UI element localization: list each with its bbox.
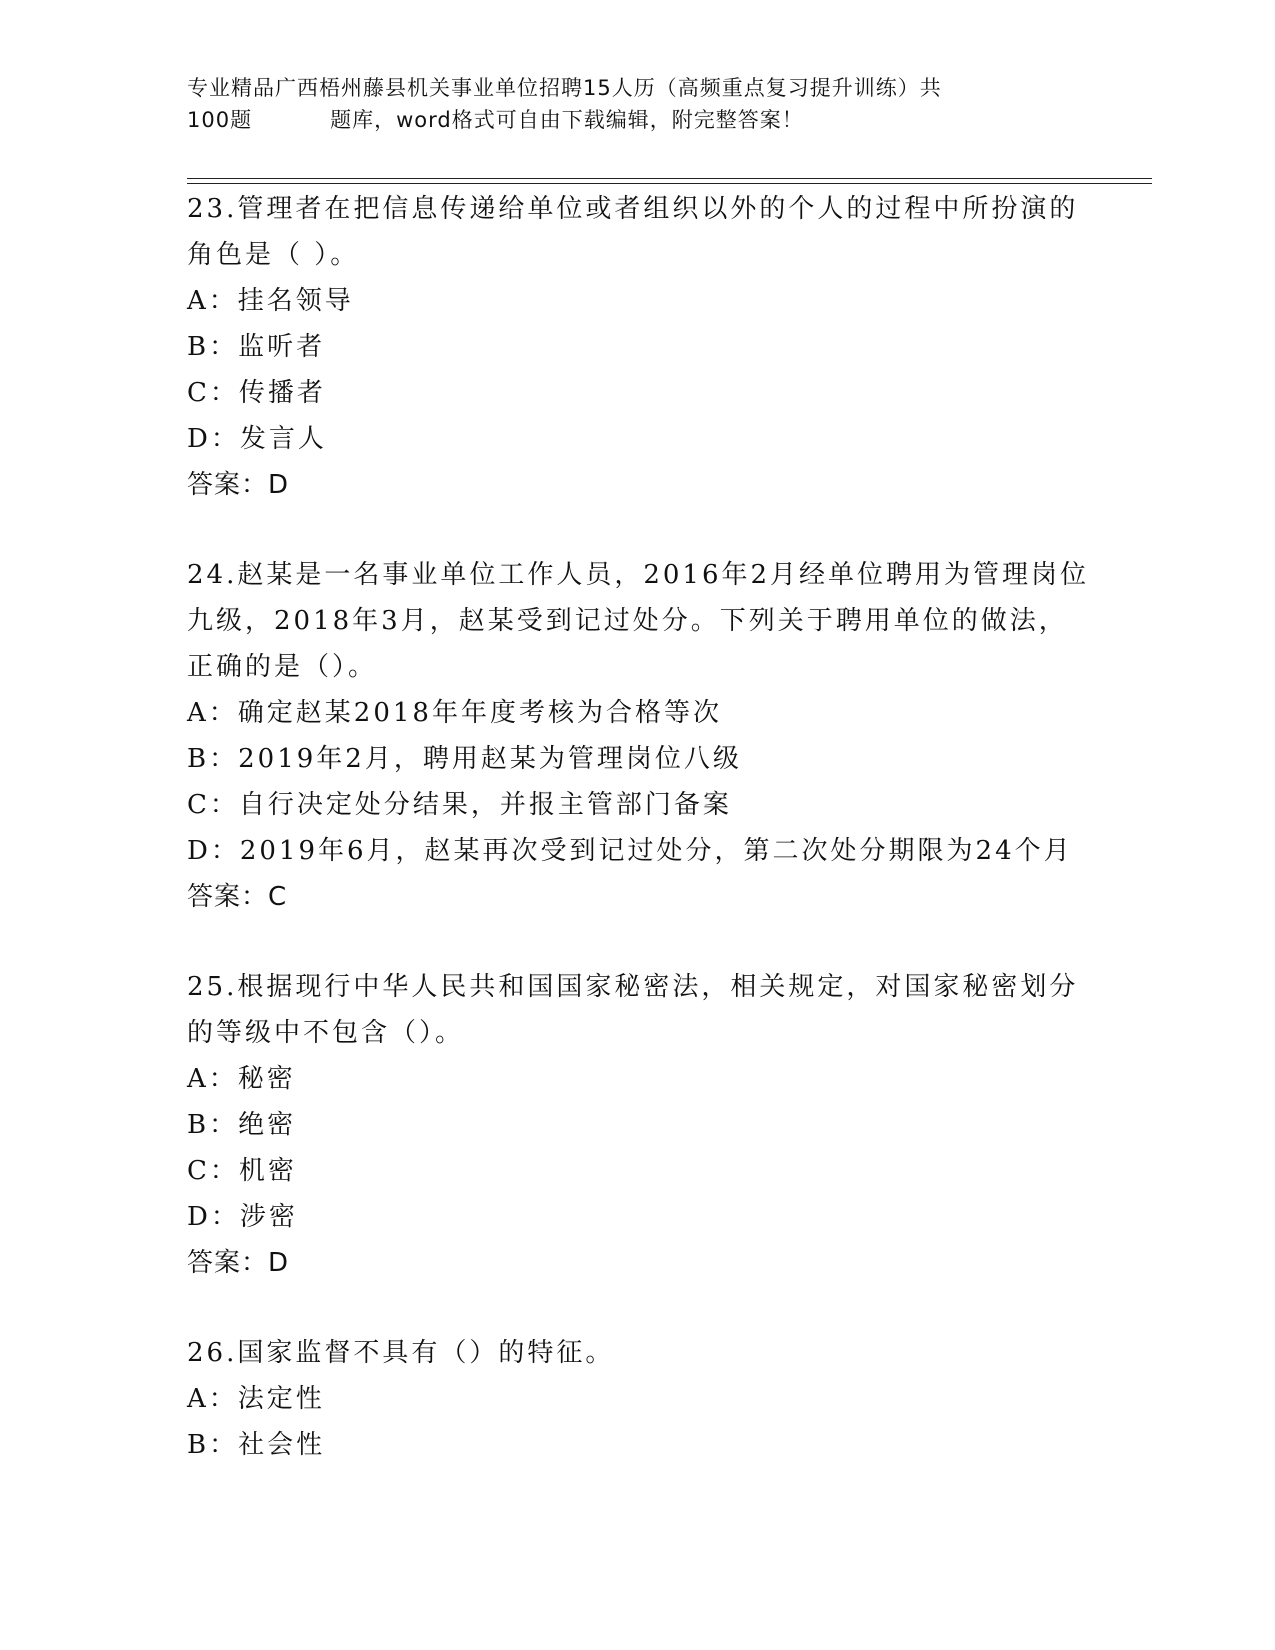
option-d: D：发言人 xyxy=(187,424,327,454)
option-a: A：秘密 xyxy=(187,1064,296,1094)
question-24 xyxy=(187,552,1090,920)
question-stem: 23.管理者在把信息传递给单位或者组织以外的个人的过程中所扮演的 xyxy=(187,194,1079,224)
question-25 xyxy=(187,964,1087,1286)
option-c: C：传播者 xyxy=(187,378,326,408)
option-a: A：法定性 xyxy=(187,1384,325,1414)
header-question-count: 100题 xyxy=(187,108,253,132)
header-title-line1: 专业精品广西梧州藤县机关事业单位招聘15人历（高频重点复习提升训练）共 xyxy=(187,76,942,100)
option-a: A：挂名领导 xyxy=(187,286,354,316)
document-header xyxy=(187,72,1147,136)
answer: 答案：D xyxy=(187,1248,290,1278)
answer: 答案：C xyxy=(187,882,288,912)
question-stem: 25.根据现行中华人民共和国国家秘密法，相关规定，对国家秘密划分 xyxy=(187,972,1079,1002)
question-stem: 角色是（ ）。 xyxy=(187,240,360,270)
question-23 xyxy=(187,186,1087,508)
question-list xyxy=(187,186,1090,1468)
option-b: B：绝密 xyxy=(187,1110,297,1140)
answer: 答案：D xyxy=(187,470,290,500)
option-b: B：监听者 xyxy=(187,332,326,362)
option-d: D：涉密 xyxy=(187,1202,298,1232)
header-divider-top xyxy=(187,178,1152,179)
question-stem: 的等级中不包含（）。 xyxy=(187,1018,465,1048)
question-stem: 正确的是（）。 xyxy=(187,652,378,682)
question-stem: 24.赵某是一名事业单位工作人员，2016年2月经单位聘用为管理岗位 xyxy=(187,560,1090,590)
header-title-line2 xyxy=(187,104,1147,136)
option-d: D：2019年6月，赵某再次受到记过处分，第二次处分期限为24个月 xyxy=(187,836,1073,866)
question-26 xyxy=(187,1330,1087,1468)
option-b: B：社会性 xyxy=(187,1430,326,1460)
header-description: 题库，word格式可自由下载编辑，附完整答案！ xyxy=(330,108,804,132)
option-c: C：自行决定处分结果，并报主管部门备案 xyxy=(187,790,732,820)
header-divider-bottom xyxy=(187,183,1152,184)
question-stem: 26.国家监督不具有（）的特征。 xyxy=(187,1338,615,1368)
question-stem: 九级，2018年3月，赵某受到记过处分。下列关于聘用单位的做法， xyxy=(187,606,1068,636)
option-b: B：2019年2月，聘用赵某为管理岗位八级 xyxy=(187,744,742,774)
option-a: A：确定赵某2018年年度考核为合格等次 xyxy=(187,698,722,728)
option-c: C：机密 xyxy=(187,1156,297,1186)
